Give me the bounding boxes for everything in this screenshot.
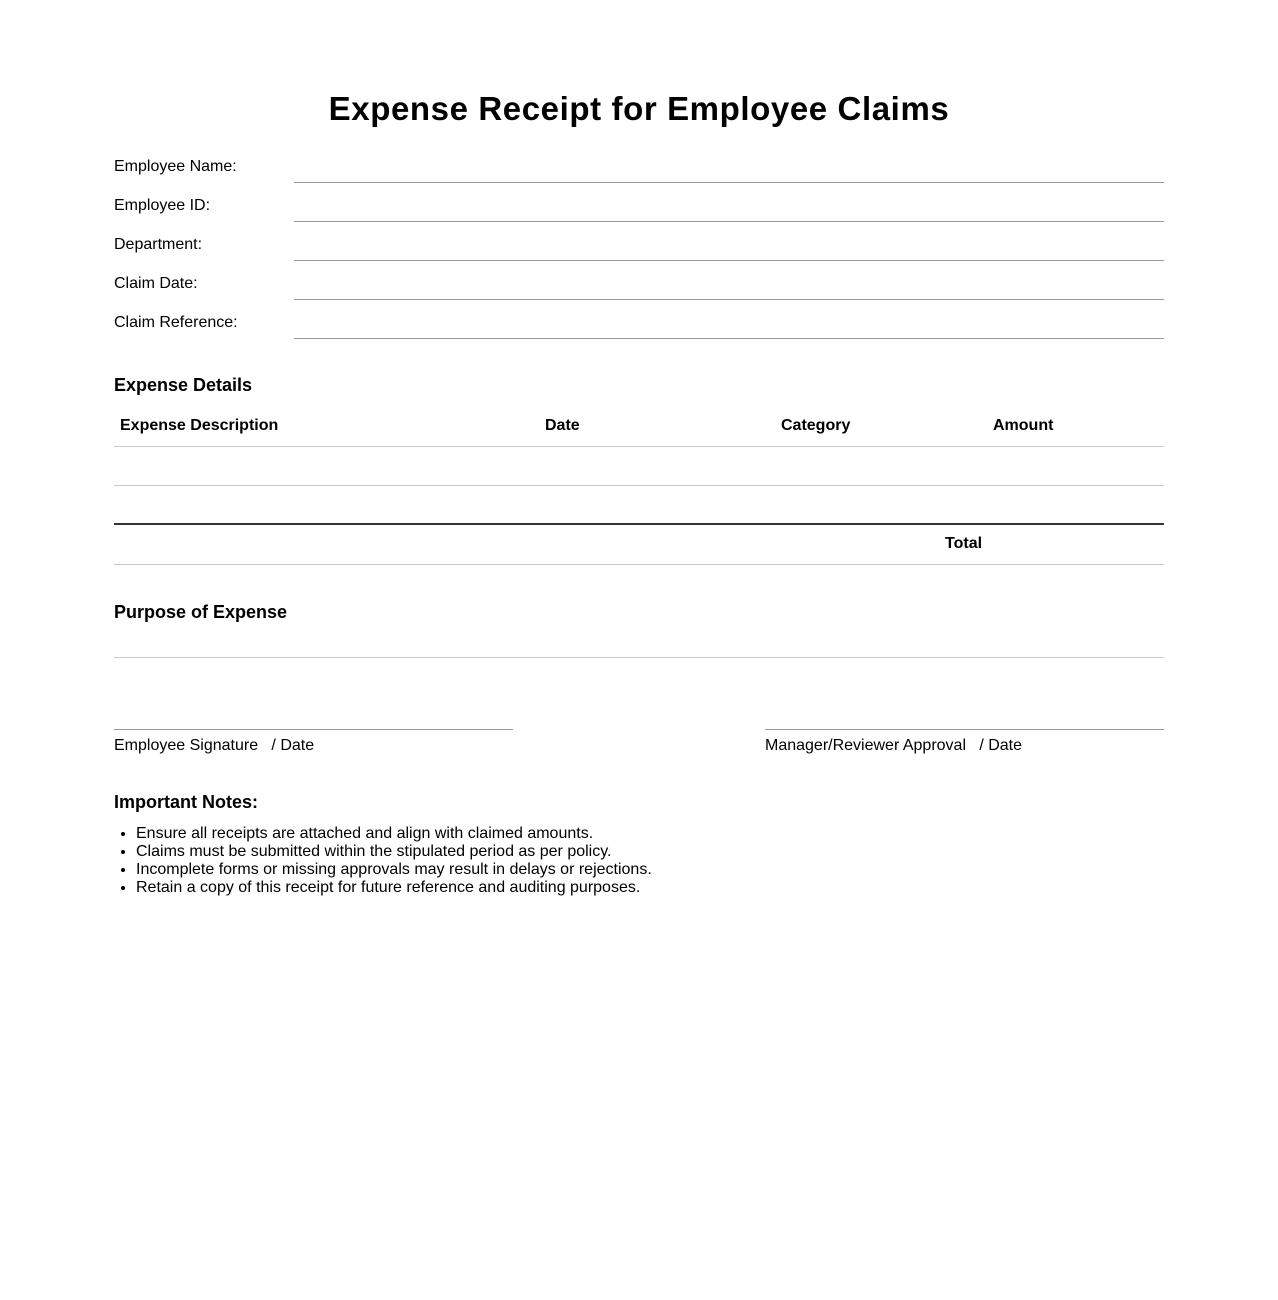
table-header-divider (114, 446, 1164, 447)
table-bottom-border (114, 564, 1164, 565)
department-label: Department: (114, 236, 203, 253)
employee-id-label: Employee ID: (114, 197, 211, 214)
employee-name-row (114, 158, 1164, 197)
notes-list (114, 825, 652, 897)
manager-approval-line[interactable] (765, 729, 1164, 730)
claim-reference-label: Claim Reference: (114, 314, 238, 331)
department-row (114, 236, 1164, 275)
claim-date-field[interactable] (294, 299, 1164, 300)
employee-name-field[interactable] (294, 182, 1164, 183)
employee-name-label: Employee Name: (114, 158, 237, 175)
purpose-heading: Purpose of Expense (114, 602, 288, 622)
total-label: Total (945, 535, 983, 552)
employee-signature-label: Employee Signature / Date (114, 737, 315, 754)
claim-reference-row (114, 314, 1164, 353)
list-item: • Ensure all receipts are attached and align with claimed amounts. (136, 825, 652, 843)
page-title: Expense Receipt for Employee Claims (328, 90, 950, 127)
table-row[interactable] (114, 485, 1164, 486)
list-item: • Incomplete forms or missing approvals may result in delays or rejections. (136, 861, 652, 879)
employee-signature-line[interactable] (114, 729, 513, 730)
claim-date-label: Claim Date: (114, 275, 198, 292)
manager-approval-label: Manager/Reviewer Approval / Date (765, 737, 1023, 754)
list-item: • Claims must be submitted within the stipulated period as per policy. (136, 843, 652, 861)
employee-id-field[interactable] (294, 221, 1164, 222)
expense-details-heading: Expense Details (114, 375, 253, 395)
list-item: • Retain a copy of this receipt for future reference and auditing purposes. (136, 879, 652, 897)
claim-date-row (114, 275, 1164, 314)
notes-heading: Important Notes: (114, 792, 258, 812)
claim-reference-field[interactable] (294, 338, 1164, 339)
column-header-description: Expense Description (120, 417, 279, 434)
department-field[interactable] (294, 260, 1164, 261)
column-header-amount: Amount (993, 417, 1054, 434)
employee-id-row (114, 197, 1164, 236)
table-total-divider (114, 523, 1164, 525)
column-header-category: Category (781, 417, 851, 434)
column-header-date: Date (545, 417, 580, 434)
purpose-field[interactable] (114, 657, 1164, 658)
